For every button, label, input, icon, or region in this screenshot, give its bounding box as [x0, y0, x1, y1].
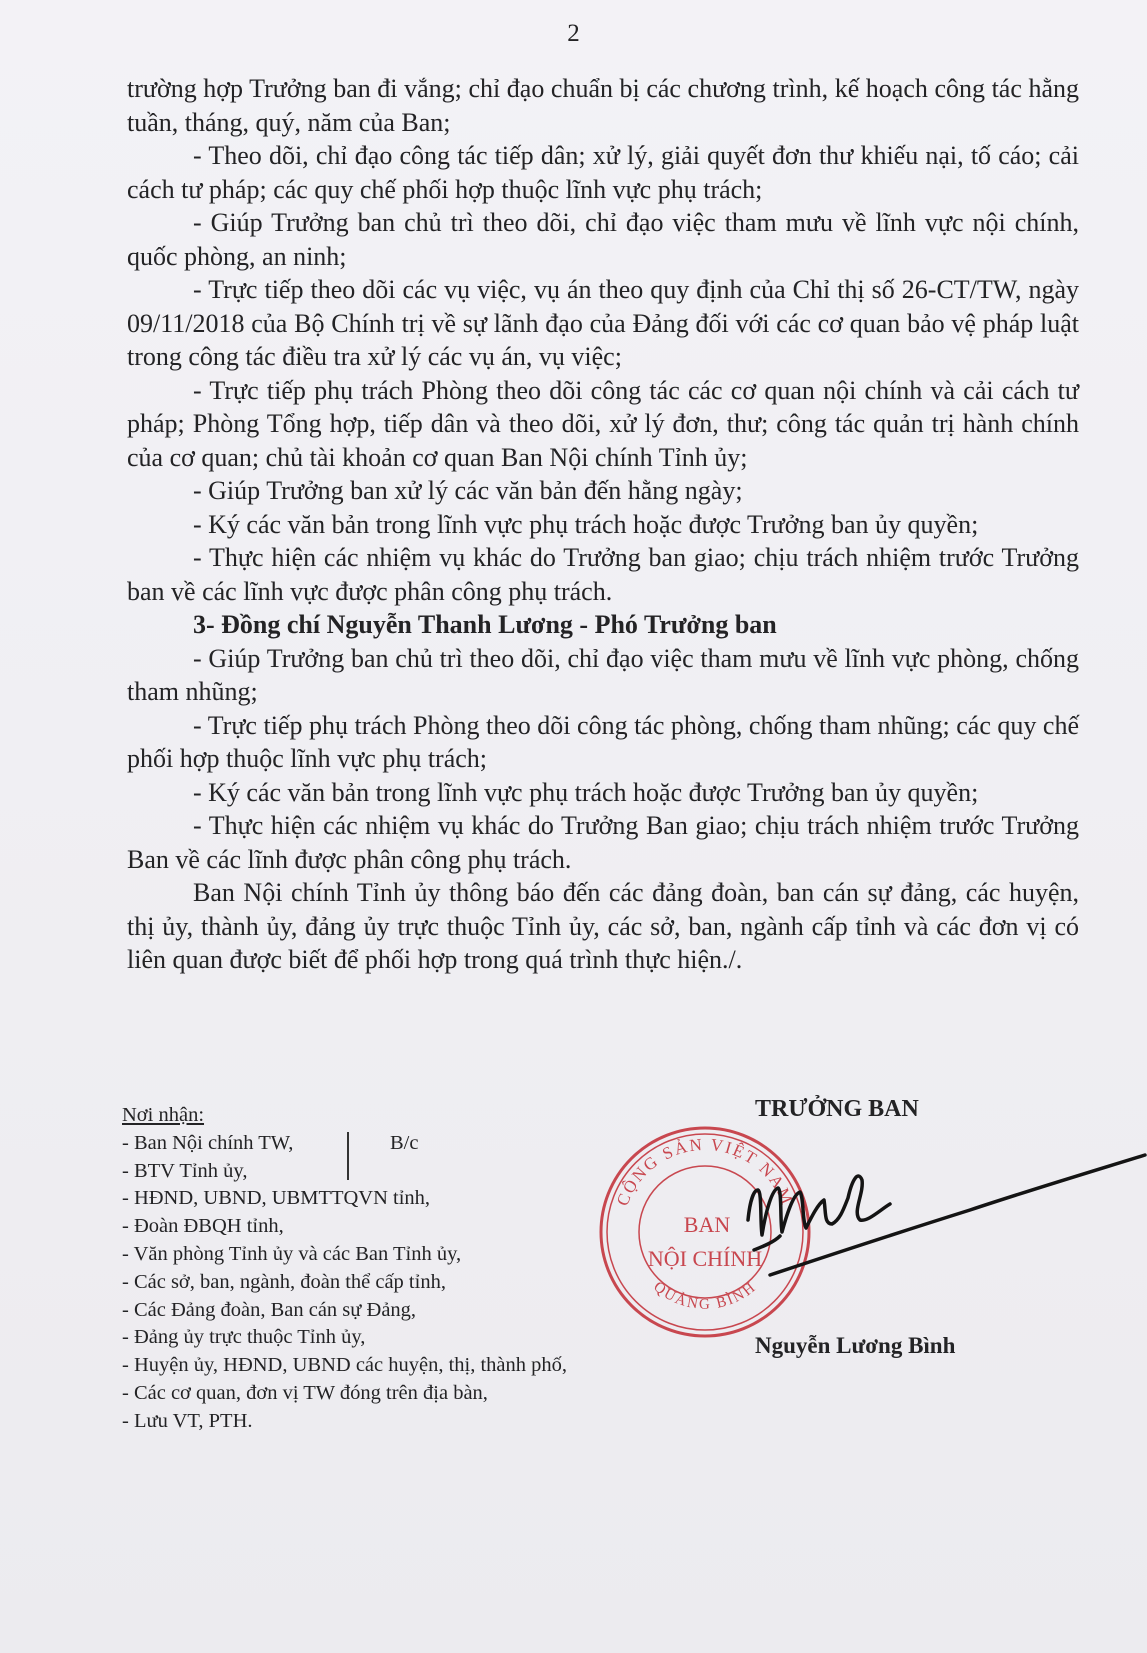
- signer-title: TRƯỞNG BAN: [755, 1096, 919, 1122]
- body-paragraph: - Thực hiện các nhiệm vụ khác do Trưởng Ban giao; chịu trách nhiệm trước Trưởng Ban về các lĩnh được phân công phụ trách.: [127, 811, 1079, 874]
- stamp-ring-top-text: CỘNG SẢN VIỆT NAM: [612, 1134, 798, 1209]
- body-paragraph: - Thực hiện các nhiệm vụ khác do Trưởng ban giao; chịu trách nhiệm trước Trưởng ban về các lĩnh vực được phân công phụ trách.: [127, 543, 1079, 606]
- recipient-item: - Các sở, ban, ngành, đoàn thể cấp tỉnh,: [122, 1270, 446, 1293]
- recipient-text: - Ban Nội chính TW,: [122, 1131, 294, 1154]
- body-paragraph: - Trực tiếp theo dõi các vụ việc, vụ án theo quy định của Chỉ thị số 26-CT/TW, ngày 09/11/2018 của Bộ Chính trị về sự lãnh đạo của Đảng đối với các cơ quan bảo vệ pháp luật trong công tác điều tra xử lý các vụ án, vụ việc;: [127, 275, 1079, 371]
- recipient-item: - Văn phòng Tỉnh ủy và các Ban Tỉnh ủy,: [122, 1242, 462, 1265]
- recipient-item: - Các cơ quan, đơn vị TW đóng trên địa bàn,: [122, 1381, 488, 1404]
- body-paragraph: - Giúp Trưởng ban chủ trì theo dõi, chỉ đạo việc tham mưu về lĩnh vực phòng, chống tham nhũng;: [127, 643, 1079, 706]
- recipient-item: - Các Đảng đoàn, Ban cán sự Đảng,: [122, 1298, 417, 1321]
- handwritten-signature: [740, 1150, 1147, 1290]
- recipient-item: - Huyện ủy, HĐND, UBND các huyện, thị, thành phố,: [122, 1354, 568, 1377]
- stamp-ring-bottom-text: QUẢNG BÌNH: [650, 1278, 760, 1313]
- stamp-line-2: NỘI CHÍNH: [647, 1246, 763, 1271]
- body-paragraph: - Ký các văn bản trong lĩnh vực phụ trách hoặc được Trưởng ban ủy quyền;: [193, 509, 979, 539]
- signer-name: Nguyễn Lương Bình: [755, 1333, 956, 1358]
- stamp-line-1: BAN: [683, 1212, 731, 1237]
- body-paragraph: - Theo dõi, chỉ đạo công tác tiếp dân; xử lý, giải quyết đơn thư khiếu nại, tố cáo; cải cách tư pháp; các quy chế phối hợp thuộc lĩnh vực phụ trách;: [127, 141, 1079, 204]
- body-paragraph: trường hợp Trưởng ban đi vắng; chỉ đạo chuẩn bị các chương trình, kế hoạch công tác hằng tuần, tháng, quý, năm của Ban;: [127, 74, 1079, 137]
- document-body: [127, 72, 1079, 977]
- recipient-item: - Lưu VT, PTH.: [122, 1409, 253, 1432]
- page-number: 2: [567, 20, 580, 47]
- recipients-title: Nơi nhận:: [122, 1104, 205, 1126]
- body-paragraph: - Trực tiếp phụ trách Phòng theo dõi công tác các cơ quan nội chính và cải cách tư pháp; Phòng Tổng hợp, tiếp dân và theo dõi, xử lý đơn, thư; công tác quản trị hành chính của cơ quan; chủ tài khoản cơ quan Ban Nội chính Tỉnh ủy;: [127, 375, 1079, 472]
- signature-stroke: [748, 1176, 890, 1235]
- body-paragraph: - Giúp Trưởng ban chủ trì theo dõi, chỉ đạo việc tham mưu về lĩnh vực nội chính, quốc phòng, an ninh;: [127, 208, 1079, 271]
- recipient-item: - Đoàn ĐBQH tỉnh,: [122, 1215, 284, 1238]
- signature-tail: [754, 1236, 780, 1250]
- closing-paragraph: Ban Nội chính Tỉnh ủy thông báo đến các đảng đoàn, ban cán sự đảng, các huyện, thị ủy, thành ủy, đảng ủy trực thuộc Tỉnh ủy, các sở, ban, ngành cấp tỉnh và các đơn vị có liên quan được biết để phối hợp trong quá trình thực hiện./.: [127, 878, 1079, 974]
- body-paragraph: - Giúp Trưởng ban xử lý các văn bản đến hằng ngày;: [193, 476, 743, 505]
- recipient-item: - Đảng ủy trực thuộc Tỉnh ủy,: [122, 1326, 366, 1349]
- body-paragraph: - Trực tiếp phụ trách Phòng theo dõi công tác phòng, chống tham nhũng; các quy chế phối hợp thuộc lĩnh vực phụ trách;: [127, 710, 1079, 773]
- recipient-item: - HĐND, UBND, UBMTTQVN tỉnh,: [122, 1187, 431, 1210]
- recipient-item: - BTV Tỉnh ủy,: [122, 1159, 248, 1182]
- body-paragraph: - Ký các văn bản trong lĩnh vực phụ trách hoặc được Trưởng ban ủy quyền;: [193, 777, 979, 807]
- bc-label: B/c: [390, 1131, 419, 1154]
- section-heading: 3- Đồng chí Nguyễn Thanh Lương - Phó Trưởng ban: [193, 610, 777, 639]
